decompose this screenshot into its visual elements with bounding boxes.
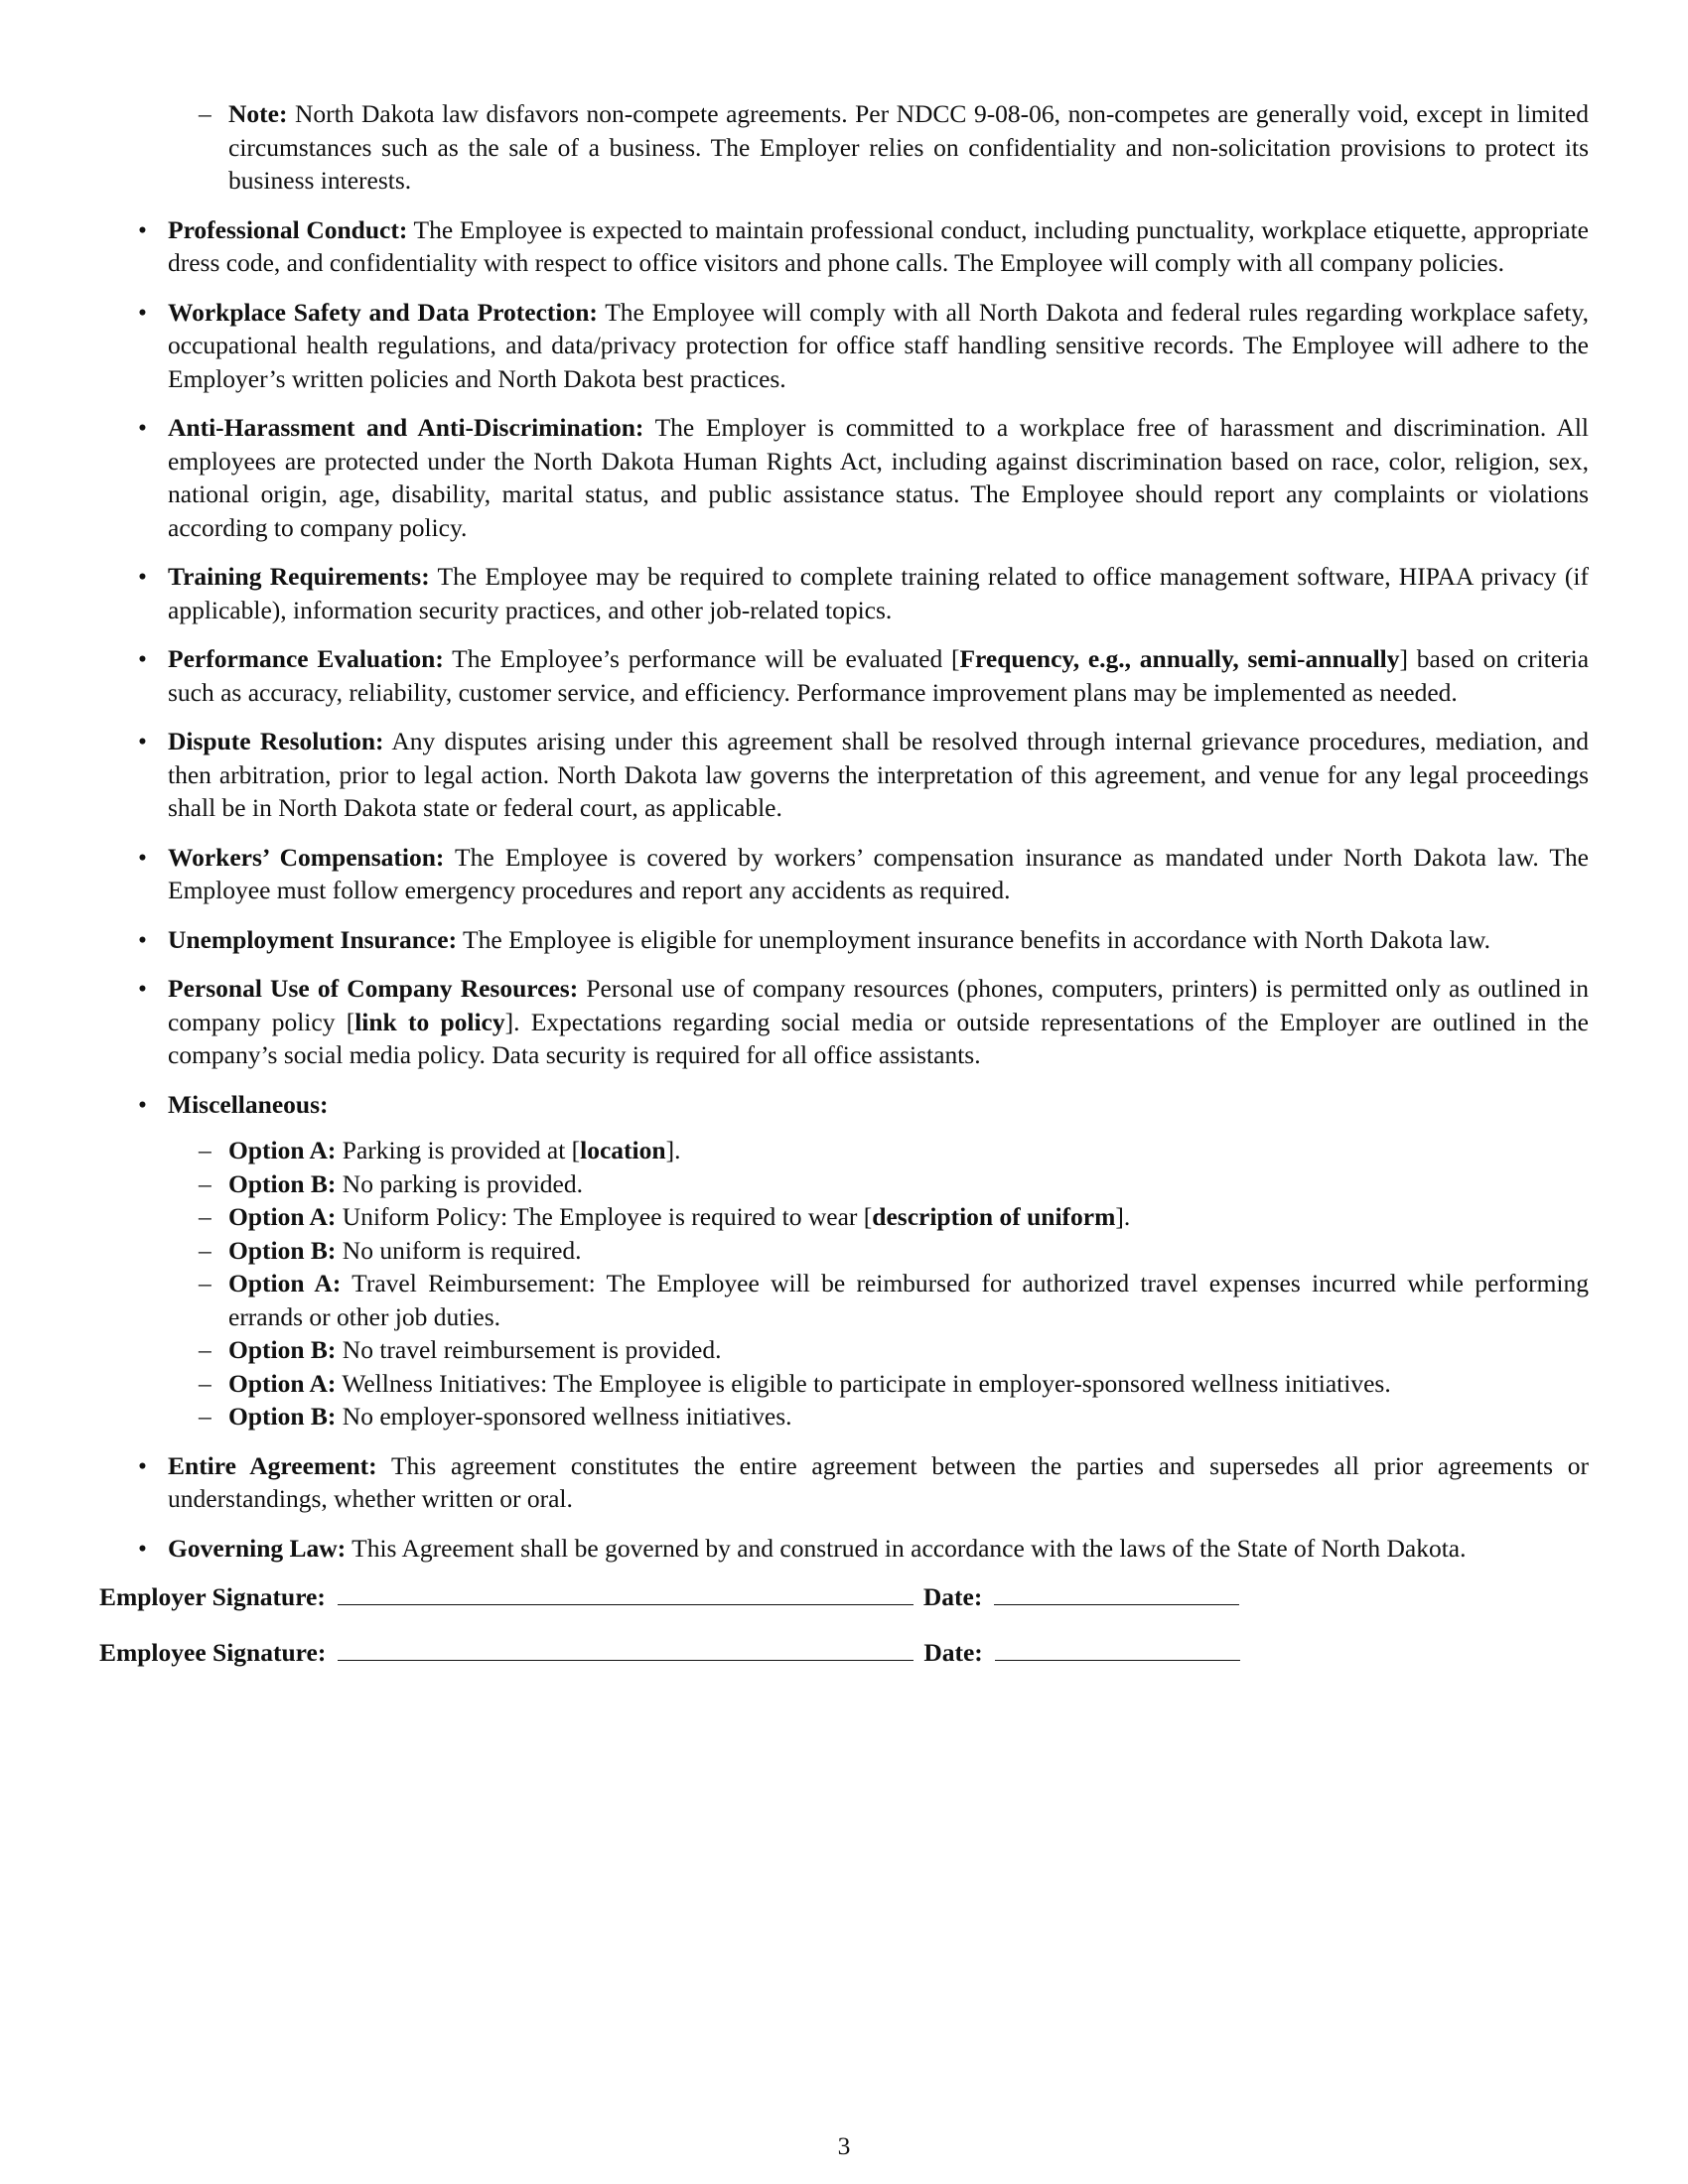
clause-text: The Employee is eligible for unemployment insurance benefits in accordance with North Dakota law.: [463, 924, 1491, 954]
non-compete-note: [99, 97, 1589, 198]
note-text: North Dakota law disfavors non-compete agreements. Per NDCC 9-08-06, non-competes are generally void, except in limited circumstances such as the sale of a business. The Employer relies on confidentiality and non-solicitation provisions to protect its business interests.: [228, 99, 1589, 195]
clause-label: Miscellaneous:: [168, 1089, 329, 1119]
employee-signature-line[interactable]: [338, 1636, 914, 1661]
employee-date-label: Date:: [923, 1638, 983, 1667]
option-text-after: ].: [1115, 1202, 1131, 1231]
option-text: Uniform Policy: The Employee is required to wear [: [342, 1202, 873, 1231]
option-label: Option B:: [228, 1402, 337, 1431]
clause-text-after: ]. Expectations regarding social media or outside representations of the Employer are outlined in the company’s social media policy. Data security is required for all office assistants.: [168, 1007, 1589, 1069]
option-label: Option A:: [228, 1136, 337, 1164]
option-travel-b: [99, 1333, 1589, 1367]
clause-governing-law: [99, 1532, 1589, 1566]
employer-signature-row: [99, 1580, 1589, 1630]
clause-label: Unemployment Insurance:: [168, 924, 458, 954]
option-label: Option A:: [228, 1368, 337, 1398]
employer-signature-line[interactable]: [338, 1580, 914, 1605]
clause-text: The Employee is covered by workers’ compensation insurance as mandated under North Dakota law. The Employee must follow emergency procedures and report any accidents as required.: [168, 842, 1589, 904]
clause-training: [99, 560, 1589, 626]
clause-label: Governing Law:: [168, 1533, 347, 1563]
clause-label: Personal Use of Company Resources:: [168, 974, 579, 1003]
option-text: No uniform is required.: [342, 1235, 582, 1265]
clause-anti-harassment: [99, 411, 1589, 544]
option-text: No parking is provided.: [342, 1168, 583, 1198]
note-list: [99, 97, 1589, 198]
option-label: Option B:: [228, 1235, 337, 1265]
clause-label: Workplace Safety and Data Protection:: [168, 297, 598, 327]
clause-text: This Agreement shall be governed by and construed in accordance with the laws of the State of North Dakota.: [352, 1533, 1467, 1563]
clause-entire-agreement: [99, 1449, 1589, 1516]
clause-unemployment-insurance: [99, 923, 1589, 957]
clause-text: The Employer is committed to a workplace free of harassment and discrimination. All employees are protected under the North Dakota Human Rights Act, including against discrimination based on race, color, religion, sex, national origin, age, disability, marital status, and public assistance status. The Employee should report any complaints or violations according to company policy.: [168, 413, 1589, 542]
employee-signature-row: [99, 1636, 1589, 1686]
option-text: No travel reimbursement is provided.: [342, 1335, 722, 1364]
clause-label: Workers’ Compensation:: [168, 842, 445, 872]
option-label: Option A:: [228, 1269, 342, 1297]
clause-label: Entire Agreement:: [168, 1450, 377, 1480]
clause-miscellaneous: [99, 1088, 1589, 1433]
option-list: [168, 1134, 1589, 1433]
option-parking-b: [99, 1167, 1589, 1201]
placeholder-frequency: Frequency, e.g., annually, semi-annually: [959, 644, 1400, 673]
clause-label: Dispute Resolution:: [168, 727, 384, 755]
option-label: Option A:: [228, 1202, 337, 1231]
employee-date-line[interactable]: [995, 1636, 1240, 1661]
option-parking-a: [99, 1134, 1589, 1167]
placeholder-uniform: description of uniform: [872, 1202, 1116, 1231]
clause-performance: [99, 642, 1589, 709]
option-text: Wellness Initiatives: The Employee is eligible to participate in employer-sponsored wellness initiatives.: [342, 1368, 1391, 1398]
option-uniform-b: [99, 1234, 1589, 1268]
clause-list: [99, 213, 1589, 1566]
clause-text: The Employee is expected to maintain professional conduct, including punctuality, workplace etiquette, appropriate dress code, and confidentiality with respect to office visitors and phone calls. The Employee will comply with all company policies.: [168, 214, 1589, 277]
document-page: [99, 97, 1589, 1686]
clause-label: Professional Conduct:: [168, 214, 408, 244]
employee-signature-label: Employee Signature:: [99, 1638, 327, 1667]
option-wellness-b: [99, 1400, 1589, 1433]
clause-workers-compensation: [99, 841, 1589, 907]
clause-workplace-safety: [99, 296, 1589, 396]
note-label: Note:: [228, 99, 288, 128]
clause-dispute-resolution: [99, 725, 1589, 825]
option-label: Option B:: [228, 1168, 337, 1198]
page-number: 3: [837, 2131, 851, 2160]
option-text: Travel Reimbursement: The Employee will be reimbursed for authorized travel expenses incurred while performing errands or other job duties.: [228, 1269, 1589, 1331]
option-label: Option B:: [228, 1335, 337, 1364]
clause-label: Anti-Harassment and Anti-Discrimination:: [168, 413, 644, 442]
clause-text: The Employee may be required to complete training related to office management software, HIPAA privacy (if applicable), information security practices, and other job-related topics.: [168, 562, 1589, 624]
option-text: No employer-sponsored wellness initiatives.: [342, 1402, 792, 1431]
employer-date-label: Date:: [922, 1582, 983, 1611]
option-text: Parking is provided at [: [342, 1136, 581, 1164]
clause-professional-conduct: [99, 213, 1589, 280]
option-wellness-a: [99, 1367, 1589, 1401]
placeholder-link-to-policy: link to policy: [354, 1007, 505, 1036]
clause-personal-use: [99, 972, 1589, 1072]
employer-signature-label: Employer Signature:: [99, 1582, 326, 1611]
option-travel-a: [99, 1267, 1589, 1333]
option-uniform-a: [99, 1200, 1589, 1234]
clause-label: Performance Evaluation:: [168, 644, 444, 673]
clause-text-after: ] based on criteria such as accuracy, reliability, customer service, and efficiency. Performance improvement plans may be implemented as needed.: [168, 644, 1590, 707]
clause-label: Training Requirements:: [168, 562, 430, 591]
clause-text-before: Personal use of company resources (phones, computers, printers) is permitted only as outlined in company policy [: [168, 974, 1589, 1036]
clause-text: This agreement constitutes the entire agreement between the parties and supersedes all prior agreements or understandings, whether written or oral.: [168, 1450, 1589, 1513]
option-text-after: ].: [665, 1136, 681, 1164]
placeholder-location: location: [580, 1136, 666, 1164]
clause-text: Any disputes arising under this agreement shall be resolved through internal grievance procedures, mediation, and then arbitration, prior to legal action. North Dakota law governs the interpretation of this agreement, and venue for any legal proceedings shall be in North Dakota state or federal court, as applicable.: [168, 727, 1589, 822]
clause-text-before: The Employee’s performance will be evaluated [: [452, 644, 960, 673]
employer-date-line[interactable]: [994, 1580, 1239, 1605]
clause-text: The Employee will comply with all North Dakota and federal rules regarding workplace safety, occupational health regulations, and data/privacy protection for office staff handling sensitive records. The Employee will adhere to the Employer’s written policies and North Dakota best practices.: [168, 297, 1589, 393]
